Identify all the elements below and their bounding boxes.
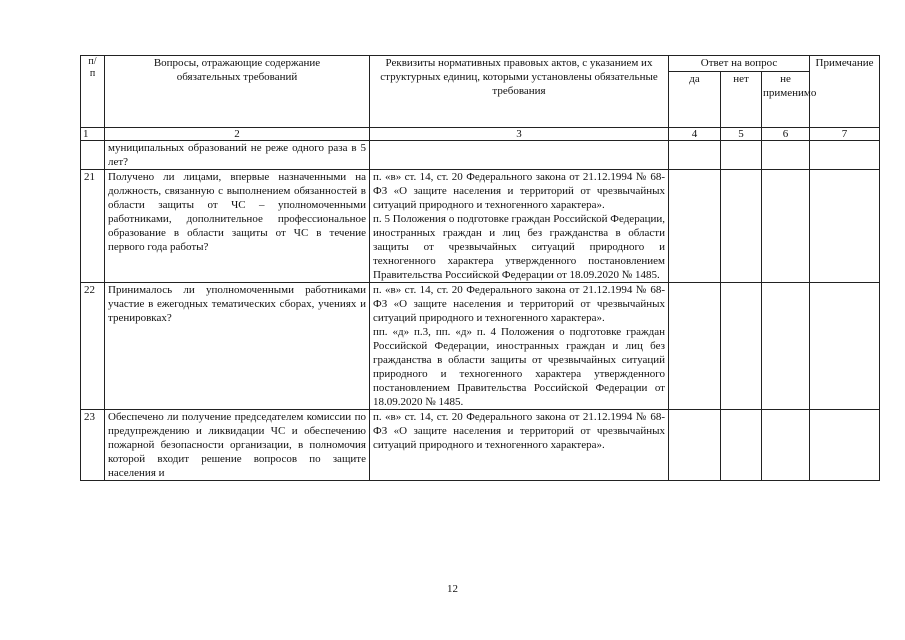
row-number: 21 [81, 170, 105, 283]
page-number: 12 [447, 583, 458, 595]
column-number: 7 [810, 128, 880, 141]
header-requisites: Реквизиты нормативных правовых актов, с указанием их структурных единиц, которыми установлены обязательные требования [370, 56, 669, 128]
answer-yes-cell[interactable] [669, 170, 721, 283]
row-number: 22 [81, 283, 105, 410]
row-requisites: п. «в» ст. 14, ст. 20 Федерального закона от 21.12.1994 № 68-ФЗ «О защите населения и территорий от чрезвычайных ситуаций природного и техногенного характера». п. 5 Положения о подготовке граждан Российской Федерации, иностранных граждан и лиц без гражданства в области защиты от чрезвычайных ситуаций природного и техногенного характера утвержденного постановлением Правительства Российской Федерации от 18.09.2020 № 1485. [370, 170, 669, 283]
note-cell[interactable] [810, 410, 880, 481]
answer-not-applicable-cell[interactable] [762, 410, 810, 481]
column-number-row [81, 128, 880, 141]
header-note: Примечание [810, 56, 880, 128]
column-number: 2 [105, 128, 370, 141]
header-no: нет [721, 72, 762, 128]
row-requisites: п. «в» ст. 14, ст. 20 Федерального закона от 21.12.1994 № 68-ФЗ «О защите населения и территорий от чрезвычайных ситуаций природного и техногенного характера». пп. «д» п.3, пп. «д» п. 4 Положения о подготовке граждан Российской Федерации, иностранных граждан и лиц без гражданства в области защиты от чрезвычайных ситуаций природного и техногенного характера утвержденного постановлением Правительства Российской Федерации от 18.09.2020 № 1485. [370, 283, 669, 410]
header-not-applicable: не применимо [762, 72, 810, 128]
column-number: 5 [721, 128, 762, 141]
table-row [81, 410, 880, 481]
header-number [81, 56, 105, 128]
column-number: 4 [669, 128, 721, 141]
answer-yes-cell[interactable] [669, 283, 721, 410]
row-question: муниципальных образований не реже одного раза в 5 лет? [105, 141, 370, 170]
column-number: 6 [762, 128, 810, 141]
header-answer-group: Ответ на вопрос [669, 56, 810, 72]
row-number: 23 [81, 410, 105, 481]
table-row [81, 283, 880, 410]
row-requisites [370, 141, 669, 170]
note-cell[interactable] [810, 141, 880, 170]
column-number: 3 [370, 128, 669, 141]
header-row [81, 56, 880, 72]
answer-no-cell[interactable] [721, 141, 762, 170]
row-question: Принималось ли уполномоченными работниками участие в ежегодных тематических сборах, учениях и тренировках? [105, 283, 370, 410]
table-row [81, 141, 880, 170]
table-row [81, 170, 880, 283]
note-cell[interactable] [810, 283, 880, 410]
header-number-line2: п [89, 68, 96, 79]
row-requisites: п. «в» ст. 14, ст. 20 Федерального закона от 21.12.1994 № 68-ФЗ «О защите населения и территорий от чрезвычайных ситуаций природного и техногенного характера». [370, 410, 669, 481]
row-question: Обеспечено ли получение председателем комиссии по предупреждению и ликвидации ЧС и обеспечению пожарной безопасности организации, в полномочия которой входит решение вопросов по защите населения и [105, 410, 370, 481]
note-cell[interactable] [810, 170, 880, 283]
column-number: 1 [81, 128, 105, 141]
row-question: Получено ли лицами, впервые назначенными на должность, связанную с выполнением обязанностей в области защиты от ЧС – уполномоченными работниками, дополнительное профессиональное образование в области защиты от ЧС в течение первого года работы? [105, 170, 370, 283]
header-yes: да [669, 72, 721, 128]
answer-no-cell[interactable] [721, 410, 762, 481]
row-number [81, 141, 105, 170]
answer-no-cell[interactable] [721, 170, 762, 283]
header-questions: Вопросы, отражающие содержание обязательных требований [105, 56, 370, 128]
header-number-line1: п/ [88, 56, 97, 67]
checklist-table [80, 55, 880, 481]
answer-yes-cell[interactable] [669, 410, 721, 481]
answer-not-applicable-cell[interactable] [762, 283, 810, 410]
answer-not-applicable-cell[interactable] [762, 141, 810, 170]
answer-not-applicable-cell[interactable] [762, 170, 810, 283]
answer-yes-cell[interactable] [669, 141, 721, 170]
answer-no-cell[interactable] [721, 283, 762, 410]
